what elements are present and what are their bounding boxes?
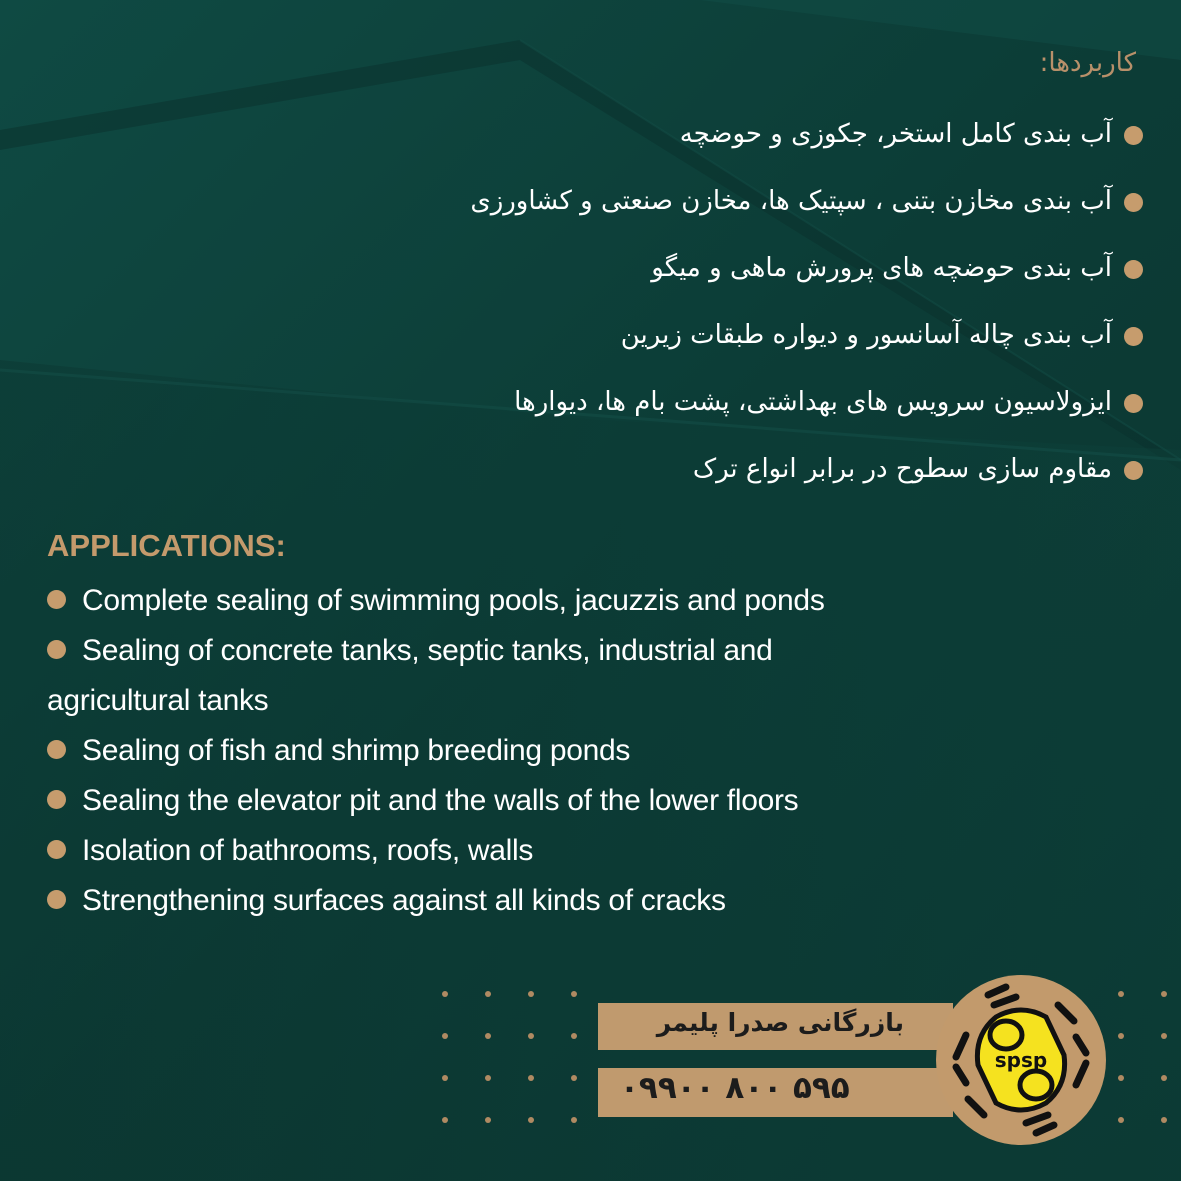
- en-list-item: [47, 726, 907, 776]
- decorative-dot: [485, 991, 491, 997]
- fa-item-text: مقاوم سازی سطوح در برابر انواع ترک: [692, 453, 1112, 484]
- decorative-dot: [571, 1075, 577, 1081]
- phone-number: ۰۹۹۰۰ ۸۰۰ ۵۹۵: [620, 1070, 850, 1106]
- bullet-dot-icon: [1124, 126, 1143, 145]
- en-list-item: [47, 626, 907, 726]
- fa-item-text: ایزولاسیون سرویس های بهداشتی، پشت بام ها، دیوارها: [514, 386, 1112, 417]
- decorative-dot: [1118, 991, 1124, 997]
- decorative-dot: [571, 991, 577, 997]
- bullet-dot-icon: [1124, 327, 1143, 346]
- fa-item-text: آب بندی مخازن بتنی ، سپتیک ها، مخازن صنعتی و کشاورزی: [470, 185, 1112, 216]
- decorative-dot: [485, 1075, 491, 1081]
- decorative-dot: [571, 1033, 577, 1039]
- decorative-dot: [1161, 1033, 1167, 1039]
- en-item-text: Complete sealing of swimming pools, jacuzzis and ponds: [82, 584, 825, 617]
- logo-text: spsp: [994, 1048, 1048, 1072]
- bullet-dot-icon: [47, 590, 66, 609]
- decorative-dot-grid-right: [1118, 991, 1181, 1159]
- en-item-text: Sealing of fish and shrimp breeding ponds: [82, 734, 631, 767]
- bullet-dot-icon: [47, 740, 66, 759]
- bullet-dot-icon: [47, 890, 66, 909]
- bullet-dot-icon: [1124, 193, 1143, 212]
- en-list-item: [47, 876, 907, 926]
- decorative-dot: [485, 1117, 491, 1123]
- brand-name: بازرگانی صدرا پلیمر: [656, 1008, 904, 1037]
- decorative-dot-grid-left: [442, 991, 614, 1159]
- decorative-dot: [442, 991, 448, 997]
- en-applications-list: [47, 576, 907, 926]
- fa-title: کاربردها:: [1039, 48, 1136, 78]
- decorative-dot: [528, 1075, 534, 1081]
- en-item-text: Sealing the elevator pit and the walls of the lower floors: [82, 784, 799, 817]
- decorative-dot: [485, 1033, 491, 1039]
- decorative-dot: [571, 1117, 577, 1123]
- decorative-dot: [1161, 991, 1167, 997]
- decorative-dot: [1118, 1117, 1124, 1123]
- fa-list-item: [243, 234, 1143, 301]
- bullet-dot-icon: [47, 790, 66, 809]
- decorative-dot: [442, 1075, 448, 1081]
- fa-item-text: آب بندی چاله آسانسور و دیواره طبقات زیرین: [620, 319, 1112, 350]
- fa-list-item: [243, 167, 1143, 234]
- en-list-item: [47, 576, 907, 626]
- en-item-text: Sealing of concrete tanks, septic tanks, industrial and agricultural tanks: [47, 634, 773, 717]
- decorative-dot: [1118, 1075, 1124, 1081]
- bullet-dot-icon: [1124, 260, 1143, 279]
- en-list-item: [47, 776, 907, 826]
- bullet-dot-icon: [47, 640, 66, 659]
- decorative-dot: [528, 1033, 534, 1039]
- fa-list-item: [243, 435, 1143, 502]
- spsp-logo-icon: [936, 975, 1106, 1145]
- decorative-dot: [528, 991, 534, 997]
- bullet-dot-icon: [47, 840, 66, 859]
- decorative-dot: [442, 1033, 448, 1039]
- bullet-dot-icon: [1124, 394, 1143, 413]
- decorative-dot: [1118, 1033, 1124, 1039]
- bullet-dot-icon: [1124, 461, 1143, 480]
- en-list-item: [47, 826, 907, 876]
- en-title: APPLICATIONS:: [47, 528, 286, 563]
- decorative-dot: [528, 1117, 534, 1123]
- fa-list-item: [243, 100, 1143, 167]
- decorative-dot: [442, 1117, 448, 1123]
- fa-item-text: آب بندی حوضچه های پرورش ماهی و میگو: [651, 252, 1112, 283]
- fa-item-text: آب بندی کامل استخر، جکوزی و حوضچه: [679, 118, 1112, 149]
- fa-list-item: [243, 368, 1143, 435]
- en-item-text: Strengthening surfaces against all kinds of cracks: [82, 884, 726, 917]
- fa-applications-list: [243, 100, 1143, 502]
- decorative-dot: [1161, 1075, 1167, 1081]
- fa-list-item: [243, 301, 1143, 368]
- en-item-text: Isolation of bathrooms, roofs, walls: [82, 834, 534, 867]
- decorative-dot: [1161, 1117, 1167, 1123]
